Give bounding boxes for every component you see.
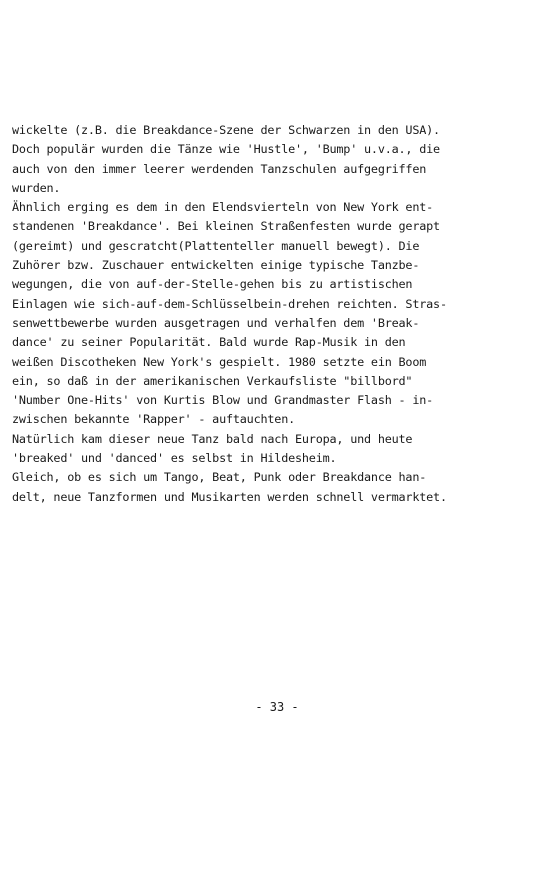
text-line: Doch populär wurden die Tänze wie 'Hustle', 'Bump' u.v.a., die <box>12 142 440 157</box>
text-line: Gleich, ob es sich um Tango, Beat, Punk oder Breakdance han- <box>12 470 427 485</box>
text-line: (gereimt) und gescratcht(Plattenteller manuell bewegt). Die <box>12 238 420 253</box>
text-line: senwettbewerbe wurden ausgetragen und verhalfen dem 'Break- <box>12 315 420 330</box>
text-line: wurden. <box>12 180 61 195</box>
text-line: dance' zu seiner Popularität. Bald wurde Rap-Musik in den <box>12 335 406 350</box>
text-line: auch von den immer leerer werdenden Tanzschulen aufgegriffen <box>12 161 427 176</box>
text-line: Ähnlich erging es dem in den Elendsvierteln von New York ent- <box>12 200 434 215</box>
body-text <box>12 121 542 507</box>
text-line: Natürlich kam dieser neue Tanz bald nach Europa, und heute <box>12 431 413 446</box>
text-line: standenen 'Breakdance'. Bei kleinen Straßenfesten wurde gerapt <box>12 219 440 234</box>
page-number: - 33 - <box>255 700 299 714</box>
text-line: wegungen, die von auf-der-Stelle-gehen bis zu artistischen <box>12 277 413 292</box>
text-line: 'Number One-Hits' von Kurtis Blow und Grandmaster Flash - in- <box>12 393 434 408</box>
text-line: zwischen bekannte 'Rapper' - auftauchten. <box>12 412 295 427</box>
text-line: ein, so daß in der amerikanischen Verkaufsliste "billbord" <box>12 373 413 388</box>
text-line: weißen Discotheken New York's gespielt. 1980 setzte ein Boom <box>12 354 427 369</box>
text-line: wickelte (z.B. die Breakdance-Szene der Schwarzen in den USA). <box>12 123 440 137</box>
text-line: Zuhörer bzw. Zuschauer entwickelten einige typische Tanzbe- <box>12 258 420 273</box>
text-line: delt, neue Tanzformen und Musikarten werden schnell vermarktet. <box>12 489 447 504</box>
text-line: Einlagen wie sich-auf-dem-Schlüsselbein-drehen reichten. Stras- <box>12 296 447 311</box>
text-line: 'breaked' und 'danced' es selbst in Hildesheim. <box>12 451 337 466</box>
